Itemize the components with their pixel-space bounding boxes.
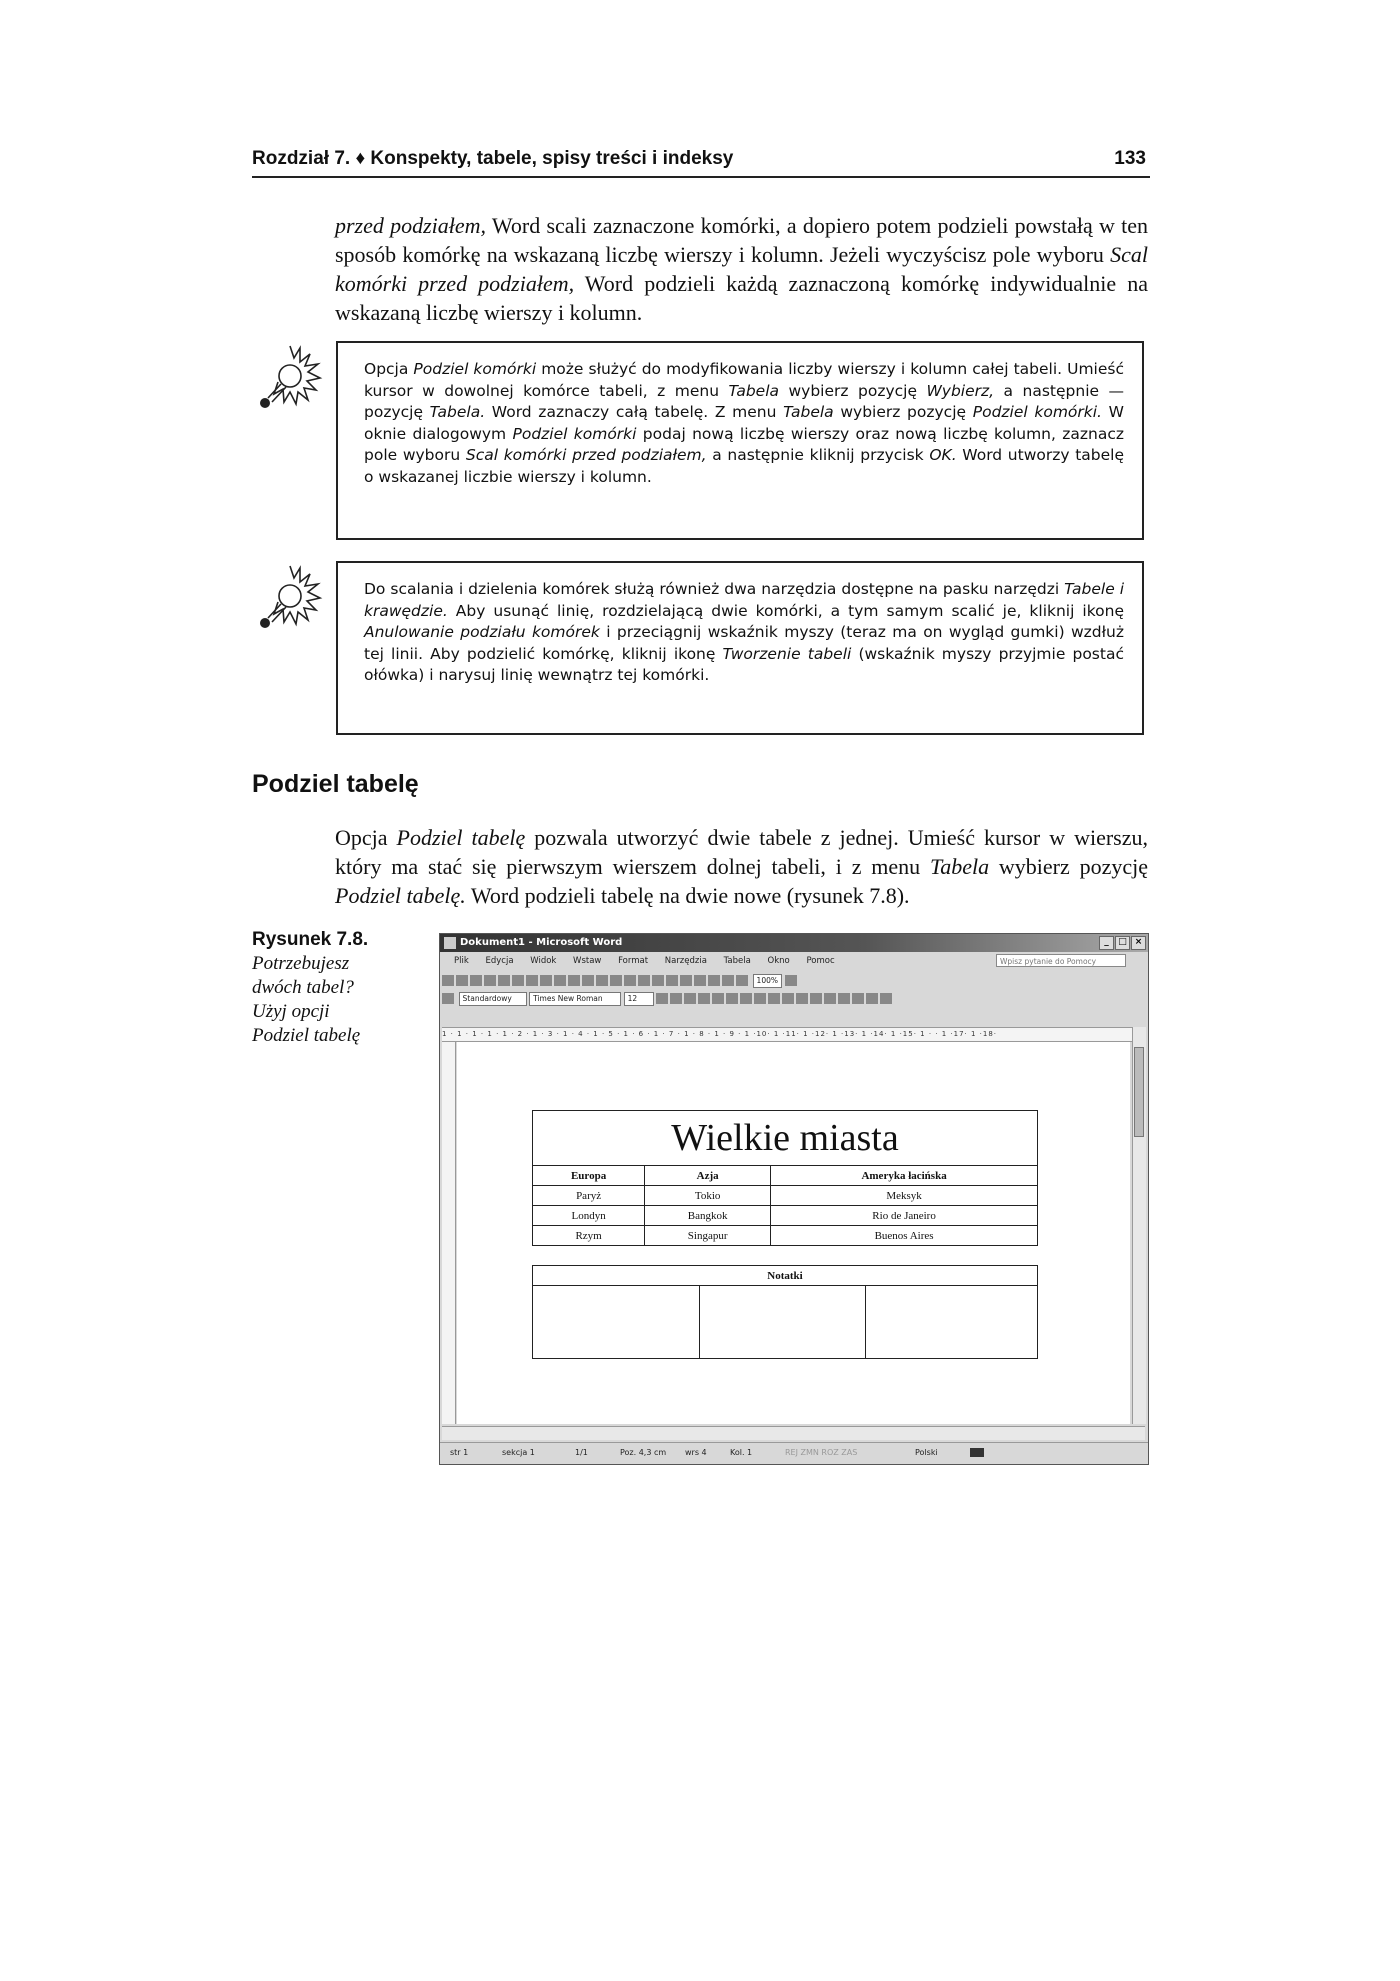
table-header-cell: Europa [533, 1166, 645, 1186]
word-app-icon [444, 937, 456, 949]
tip1-text: wybierz pozycję [833, 403, 973, 421]
word-window-screenshot [439, 933, 1149, 1465]
table-cell: Tokio [645, 1186, 771, 1206]
tip1-italic: Scal komórki przed podziałem, [465, 446, 707, 464]
section-italic: Podziel tabelę. [335, 883, 466, 908]
menu-item[interactable]: Pomoc [806, 956, 835, 966]
menu-item[interactable]: Plik [454, 956, 469, 966]
align-right-icon[interactable] [726, 993, 738, 1004]
page-number: 133 [1114, 148, 1146, 169]
section-text: Opcja [335, 825, 397, 850]
status-page: str 1 [450, 1448, 469, 1457]
section-text: wybierz pozycję [989, 854, 1149, 879]
tip1-italic: Podziel komórki. [972, 403, 1102, 421]
help-icon[interactable] [785, 975, 797, 986]
bold-icon[interactable] [656, 993, 668, 1004]
status-modes: REJ ZMN ROZ ZAS [785, 1448, 858, 1457]
tip1-italic: Tabela. [429, 403, 486, 421]
tip2-italic: Anulowanie podziału komórek [364, 623, 600, 641]
table-cell: Rzym [533, 1226, 645, 1246]
hyperlink-icon[interactable] [638, 975, 650, 986]
menu-item[interactable]: Edycja [485, 956, 514, 966]
underline-icon[interactable] [684, 993, 696, 1004]
tip2-italic: Tabele i krawędzie. [364, 580, 1125, 620]
italic-icon[interactable] [670, 993, 682, 1004]
document-page[interactable] [457, 1042, 1130, 1424]
menu-item[interactable]: Tabela [723, 956, 751, 966]
standard-toolbar [442, 972, 1142, 989]
tip2-text: Do scalania i dzielenia komórek służą również dwa narzędzia dostępne na pasku narzędzi [364, 580, 1065, 598]
notes-table [532, 1265, 1038, 1359]
justify-icon[interactable] [740, 993, 752, 1004]
intro-italic-2: Scal komórki przed podziałem, [335, 242, 1148, 296]
horizontal-scrollbar[interactable] [442, 1426, 1145, 1440]
menu-item[interactable]: Okno [767, 956, 790, 966]
table-cell: Buenos Aires [771, 1226, 1038, 1246]
numbering-icon[interactable] [768, 993, 780, 1004]
notes-cell [866, 1286, 1038, 1359]
tip1-italic: OK. [929, 446, 957, 464]
intro-paragraph [335, 211, 1148, 327]
tip1-italic: Tabela [728, 381, 780, 400]
status-column: Kol. 1 [730, 1448, 753, 1457]
tip1-text: a następnie — pozycję [364, 381, 1124, 421]
table-header-cell: Ameryka łacińska [771, 1166, 1038, 1186]
word-title-bar [440, 934, 1148, 952]
drawing-icon[interactable] [708, 975, 720, 986]
increase-indent-icon[interactable] [810, 993, 822, 1004]
notes-cell [699, 1286, 866, 1359]
open-icon[interactable] [456, 975, 468, 986]
table-cell: Bangkok [645, 1206, 771, 1226]
menu-item[interactable]: Narzędzia [664, 956, 707, 966]
subscript-icon[interactable] [880, 993, 892, 1004]
scroll-thumb[interactable] [1134, 1047, 1144, 1137]
paste-icon[interactable] [582, 975, 594, 986]
tip1-text: Word utworzy tabelę o wskazanej liczbie wierszy i kolumn. [364, 446, 1124, 486]
tip1-text: W oknie dialogowym [364, 403, 1124, 443]
spelling-status-icon [970, 1448, 984, 1457]
document-map-icon[interactable] [722, 975, 734, 986]
table-cell: Londyn [533, 1206, 645, 1226]
help-search-input[interactable]: Wpisz pytanie do Pomocy [996, 954, 1126, 967]
line-spacing-icon[interactable] [754, 993, 766, 1004]
font-select[interactable]: Times New Roman [529, 992, 621, 1006]
columns-icon[interactable] [694, 975, 706, 986]
copy-icon[interactable] [568, 975, 580, 986]
permission-icon[interactable] [484, 975, 496, 986]
section-text: Word podzieli tabelę na dwie nowe (rysunek 7.8). [465, 883, 910, 908]
tip2-text: i przeciągnij wskaźnik myszy (teraz ma on wygląd gumki) wzdłuż tej linii. Aby podzielić komórkę, kliknij ikonę [364, 623, 1124, 663]
style-select[interactable]: Standardowy [459, 992, 527, 1006]
horizontal-ruler[interactable]: 1 · 1 · 1 · 1 · 1 · 2 · 1 · 3 · 1 · 4 · 1 · 5 · 1 · 6 · 1 · 7 · 1 · 8 · 1 · 9 · 1 ·10· 1 ·11· 1 ·12· 1 ·13· 1 ·14· 1 ·15· 1 · · 1 ·17· 1 ·18· [442, 1027, 1132, 1042]
notes-title-cell: Notatki [533, 1266, 1038, 1286]
format-painter-icon[interactable] [596, 975, 608, 986]
close-button[interactable]: × [1131, 936, 1146, 950]
tip2-text: (wskaźnik myszy przyjmie postać ołówka) i narysuj linię wewnątrz tej komórki. [364, 644, 1124, 684]
insert-excel-icon[interactable] [680, 975, 692, 986]
font-size-select[interactable]: 12 [624, 992, 654, 1006]
running-header [252, 146, 1150, 178]
figure-caption [252, 928, 387, 1048]
tip1-italic: Tabela [783, 403, 834, 421]
table-header-cell: Azja [645, 1166, 771, 1186]
cities-table [532, 1110, 1038, 1246]
section-italic: Podziel tabelę [396, 825, 526, 850]
tip-box-2 [336, 561, 1144, 735]
status-bar [440, 1442, 1148, 1463]
table-cell: Paryż [533, 1186, 645, 1206]
tip-box-1 [336, 341, 1144, 540]
section-heading: Podziel tabelę [252, 770, 419, 798]
table-cell: Rio de Janeiro [771, 1206, 1038, 1226]
email-icon[interactable] [498, 975, 510, 986]
bullets-icon[interactable] [782, 993, 794, 1004]
cut-icon[interactable] [554, 975, 566, 986]
status-position: Poz. 4,3 cm [620, 1448, 667, 1457]
decrease-indent-icon[interactable] [796, 993, 808, 1004]
tip2-text: Aby usunąć linię, rozdzielającą dwie komórki, a tym samym scalić je, kliknij ikonę [447, 601, 1124, 620]
save-icon[interactable] [470, 975, 482, 986]
redo-icon[interactable] [624, 975, 636, 986]
highlight-icon[interactable] [838, 993, 850, 1004]
word-title: Dokument1 - Microsoft Word [460, 937, 623, 948]
table-title-cell: Wielkie miasta [533, 1111, 1038, 1166]
notes-cell [533, 1286, 700, 1359]
zoom-select[interactable]: 100% [753, 974, 782, 988]
minimize-button[interactable]: _ [1099, 936, 1114, 950]
styles-pane-icon[interactable] [442, 993, 454, 1004]
tip1-text: Word zaznaczy całą tabelę. Z menu [485, 403, 784, 421]
chapter-title: Rozdział 7. ♦ Konspekty, tabele, spisy treści i indeksy [252, 148, 734, 169]
tip1-italic: Podziel komórki [413, 360, 537, 378]
section-text: pozwala utworzyć dwie tabele z jednej. Umieść kursor w wierszu, który ma stać się pierwszym wierszem dolnej tabeli, i z menu [335, 825, 1148, 879]
spelling-icon[interactable] [540, 975, 552, 986]
align-center-icon[interactable] [712, 993, 724, 1004]
lightbulb-tip-icon [250, 562, 324, 636]
status-section: sekcja 1 [502, 1448, 535, 1457]
menu-item[interactable]: Wstaw [573, 956, 602, 966]
lightbulb-tip-icon [250, 342, 324, 416]
maximize-button[interactable]: □ [1115, 936, 1130, 950]
superscript-icon[interactable] [866, 993, 878, 1004]
print-icon[interactable] [512, 975, 524, 986]
vertical-ruler[interactable] [442, 1042, 456, 1424]
figure-label: Rysunek 7.8. [252, 929, 369, 950]
table-cell: Meksyk [771, 1186, 1038, 1206]
table-cell: Singapur [645, 1226, 771, 1246]
align-left-icon[interactable] [698, 993, 710, 1004]
status-line: wrs 4 [685, 1448, 707, 1457]
status-language: Polski [915, 1448, 938, 1457]
tip1-italic: Wybierz, [926, 381, 995, 400]
formatting-toolbar [442, 990, 1142, 1007]
tip1-text: Opcja [364, 360, 414, 378]
tip2-italic: Tworzenie tabeli [722, 644, 852, 663]
section-italic: Tabela [930, 854, 990, 879]
tip1-text: może służyć do modyfikowania liczby wierszy i kolumn całej tabeli. Umieść kursor w dowolnej komórce tabeli, z menu [364, 360, 1124, 400]
menu-item[interactable]: Widok [530, 956, 557, 966]
tip1-text: a następnie kliknij przycisk [706, 446, 930, 464]
tables-borders-icon[interactable] [652, 975, 664, 986]
vertical-scrollbar[interactable] [1132, 1027, 1146, 1424]
intro-italic-1: przed podziałem, [335, 213, 487, 238]
tip1-text: podaj nową liczbę wierszy oraz nową liczbę kolumn, zaznacz pole wyboru [364, 424, 1125, 464]
font-color-icon[interactable] [852, 993, 864, 1004]
undo-icon[interactable] [610, 975, 622, 986]
new-document-icon[interactable] [442, 975, 454, 986]
tip1-italic: Podziel komórki [512, 424, 637, 443]
show-hide-icon[interactable] [736, 975, 748, 986]
menu-item[interactable]: Format [618, 956, 649, 966]
print-preview-icon[interactable] [526, 975, 538, 986]
figure-caption-text: Potrzebujesz dwóch tabel? Użyj opcji Podziel tabelę [252, 953, 361, 1046]
status-pages: 1/1 [575, 1448, 588, 1457]
intro-text-2: Word podzieli każdą zaznaczoną komórkę indywidualnie na wskazaną liczbę wierszy i kolumn. [335, 271, 1149, 325]
section-paragraph [335, 823, 1148, 910]
intro-text-1: Word scali zaznaczone komórki, a dopiero potem podzieli powstałą w ten sposób komórkę na wskazaną liczbę wierszy i kolumn. Jeżeli wyczyścisz pole wyboru [335, 213, 1148, 267]
tip1-text: wybierz pozycję [779, 381, 927, 400]
border-icon[interactable] [824, 993, 836, 1004]
insert-table-icon[interactable] [666, 975, 678, 986]
